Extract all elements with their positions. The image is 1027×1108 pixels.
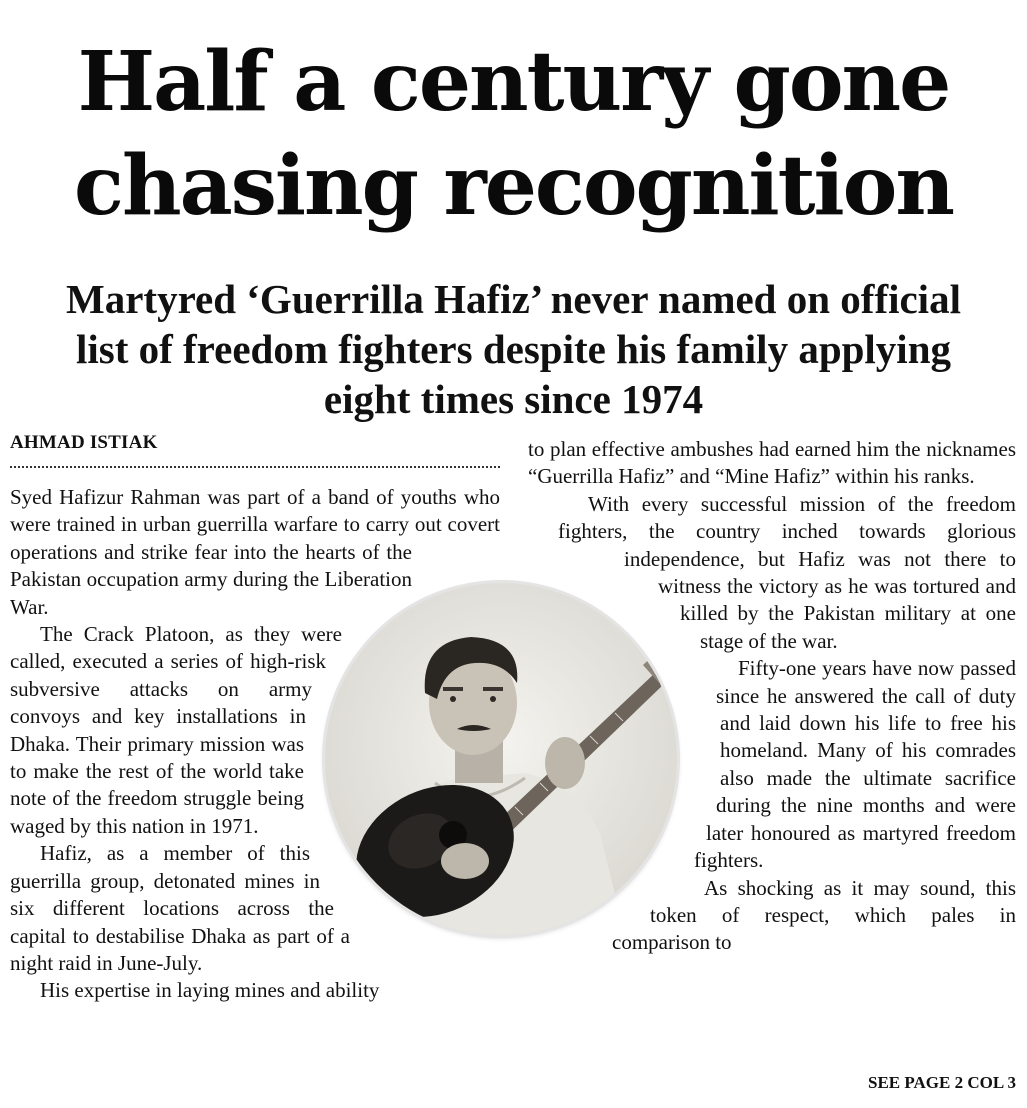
subheadline	[0, 274, 1027, 424]
paragraph-8: As shocking as it may sound, this token of respect, which pales in comparison to	[612, 875, 1016, 955]
subheadline-line-1: Martyred ‘Guerrilla Hafiz’ never named on official	[66, 276, 961, 322]
paragraph-1: Syed Hafizur Rahman was part of a band of youths who were trained in urban guerrilla warfare to carry out covert operations and strike fear into the hearts of the Pakistan occupation army during the Liberation War.	[10, 485, 500, 619]
byline: AHMAD ISTIAK	[10, 432, 158, 453]
paragraph-2: The Crack Platoon, as they were called, executed a series of high-risk subversive attacks on army convoys and key installations in Dhaka. Their primary mission was to make the rest of the world take note of the freedom struggle being waged by this nation in 1971.	[10, 622, 342, 838]
headline	[0, 30, 1027, 238]
paragraph-6: With every successful mission of the freedom fighters, the country inched towards glorious independence, but Hafiz was not there to witness the victory as he was tortured and killed by the Pakistan military at one stage of the war.	[558, 491, 1016, 653]
paragraph-4: His expertise in laying mines and ability	[40, 978, 380, 1003]
subheadline-line-3: eight times since 1974	[323, 376, 704, 422]
paragraph-7: Fifty-one years have now passed since he answered the call of duty and laid down his life to free his homeland. Many of his comrades also made the ultimate sacrifice during the nine months and were later honoured as martyred freedom fighters.	[694, 656, 1016, 873]
subheadline-line-2: list of freedom fighters despite his family applying	[75, 326, 952, 372]
byline-divider	[10, 466, 500, 468]
headline-line-1: Half a century gone	[77, 34, 950, 130]
headline-line-2: chasing recognition	[74, 138, 953, 234]
portrait-illustration	[325, 583, 677, 935]
continuation-note: SEE PAGE 2 COL 3	[868, 1073, 1016, 1092]
paragraph-3: Hafiz, as a member of this guerrilla group, detonated mines in six different locations across the capital to destabilise Dhaka as part of a night raid in June-July.	[10, 841, 350, 975]
portrait-with-guitar-photo	[325, 583, 677, 935]
paragraph-5: to plan effective ambushes had earned him the nicknames “Guerrilla Hafiz” and “Mine Hafiz” within his ranks.	[528, 437, 1016, 489]
